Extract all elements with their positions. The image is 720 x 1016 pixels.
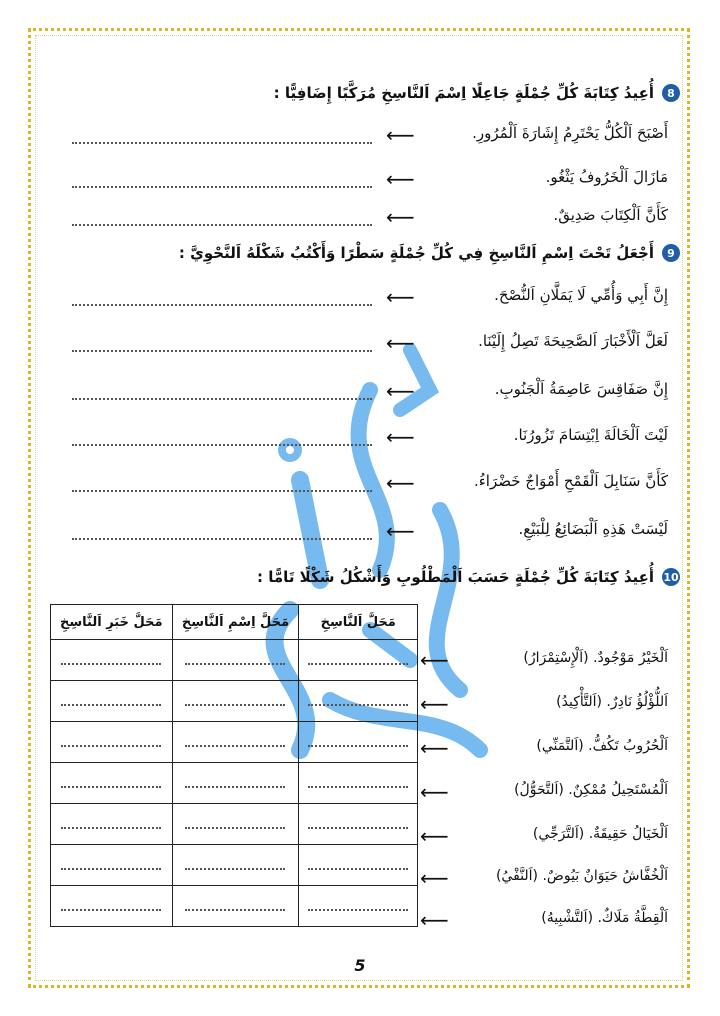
q10-sentence: اَلْخَيَالُ حَقِيقَةٌ. (اَلتَّرَجِّي) [532,826,668,842]
arrow-icon: ⟵ [420,648,449,672]
question-8-number: 8 [662,84,680,102]
answer-cell[interactable] [51,763,173,804]
q10-sentence: اَلْخَيْرُ مَوْجُودٌ. (اَلْإِسْتِمْرَارُ) [523,650,668,666]
answer-table [50,604,418,927]
arrow-icon: ⟵ [420,824,449,848]
arrow-icon: ⟵ [420,908,449,932]
answer-cell[interactable] [51,804,173,845]
answer-cell[interactable] [299,845,418,886]
table-row [51,722,418,763]
q10-sentence: اَلْقِطَّةُ مَلَاكٌ. (اَلتَّشْبِيهُ) [541,910,668,926]
answer-line[interactable] [72,292,372,306]
question-8-title [274,84,680,102]
table-header-row [51,605,418,640]
table-row [51,763,418,804]
q9-sentence: لَيْسَتْ هَذِهِ اَلْبَضَائِعُ لِلْبَيْعِ. [518,520,668,538]
table-row [51,886,418,927]
answer-cell[interactable] [299,763,418,804]
q10-sentence: اَلْخُفَّاشُ حَيَوَانٌ بَيُوضٌ. (اَلنَّفْيُ) [495,868,668,884]
question-9-title [179,244,680,262]
arrow-icon: ⟵ [386,379,415,403]
header-transformer: مَحَلَّ اَلنَّاسِخِ [299,605,418,640]
table-row [51,845,418,886]
q9-sentence: لَعَلَّ اَلْأَخْبَارَ اَلصَّحِيحَةَ تَصِلُ إِلَيْنَا. [478,332,668,350]
answer-cell[interactable] [172,640,299,681]
answer-line[interactable] [72,432,372,446]
answer-cell[interactable] [299,804,418,845]
answer-line[interactable] [72,212,372,226]
q8-sentence: كَأَنَّ اَلْكِتَابَ صَدِيقٌ. [553,206,668,224]
answer-line[interactable] [72,526,372,540]
answer-cell[interactable] [172,886,299,927]
arrow-icon: ⟵ [420,692,449,716]
answer-line[interactable] [72,386,372,400]
arrow-icon: ⟵ [386,167,415,191]
q8-sentence: مَازَالَ اَلْخَرُوفُ يَثْغُو. [545,168,668,186]
answer-line[interactable] [72,338,372,352]
q8-sentence: أَصْبَحَ اَلْكُلُّ يَحْتَرِمُ إِشَارَةَ اَلْمُرُورِ. [472,124,668,142]
arrow-icon: ⟵ [386,285,415,309]
arrow-icon: ⟵ [420,866,449,890]
answer-cell[interactable] [299,886,418,927]
arrow-icon: ⟵ [420,780,449,804]
question-9-number: 9 [662,244,680,262]
arrow-icon: ⟵ [420,736,449,760]
answer-cell[interactable] [172,681,299,722]
q9-sentence: لَيْتَ اَلْخَالَةَ اِبْتِسَامَ تَزُورُنَا. [513,426,668,444]
q10-sentence: اَلْحُرُوبُ تَكُفُّ. (اَلتَّمَنِّي) [536,738,668,754]
q9-sentence: كَأَنَّ سَنَابِلَ اَلْقَمْحِ أَمْوَاجٌ خَضْرَاءُ. [473,472,668,490]
question-10-text: أُعِيدُ كِتَابَةَ كُلِّ جُمْلَةٍ حَسَبَ اَلْمَطْلُوبِ وَأَشْكُلُ شَكْلًا تَامًّا : [257,568,654,586]
q10-sentence: اَلْمُسْتَحِيلُ مُمْكِنٌ. (اَلتَّحَوُّلُ) [514,782,668,798]
question-9-text: أَجْعَلُ تَحْتَ اِسْمِ اَلنَّاسِخِ فِي كُلِّ جُمْلَةٍ سَطْرًا وَأَكْتُبُ شَكْلَهُ اَلنَّحْوِيَّ : [178,244,654,262]
answer-line[interactable] [72,130,372,144]
arrow-icon: ⟵ [386,471,415,495]
question-8-text: أُعِيدُ كِتَابَةَ كُلِّ جُمْلَةٍ جَاعِلًا اِسْمَ اَلنَّاسِخِ مُرَكَّبًا إِضَافِيًّا : [273,84,654,102]
arrow-icon: ⟵ [386,425,415,449]
table-row [51,804,418,845]
question-10-title [257,568,680,586]
arrow-icon: ⟵ [386,123,415,147]
header-transformer-predicate: مَحَلَّ خَبَرِ اَلنَّاسِخِ [51,605,173,640]
answer-line[interactable] [72,478,372,492]
answer-cell[interactable] [51,845,173,886]
answer-cell[interactable] [172,845,299,886]
answer-cell[interactable] [299,681,418,722]
arrow-icon: ⟵ [386,205,415,229]
arrow-icon: ⟵ [386,331,415,355]
answer-cell[interactable] [299,640,418,681]
question-10-number: 10 [662,568,680,586]
answer-line[interactable] [72,174,372,188]
q9-sentence: إِنَّ صَفَاقِسَ عَاصِمَةُ اَلْجَنُوبِ. [494,380,668,398]
arrow-icon: ⟵ [386,519,415,543]
answer-cell[interactable] [51,886,173,927]
answer-cell[interactable] [299,722,418,763]
q9-sentence: إِنَّ أَبِي وَأُمِّي لَا يَمَلَّانِ اَلنُّصْحَ. [494,286,668,304]
answer-cell[interactable] [172,722,299,763]
answer-cell[interactable] [51,681,173,722]
table-row [51,681,418,722]
answer-cell[interactable] [172,804,299,845]
table-row [51,640,418,681]
answer-cell[interactable] [172,763,299,804]
answer-cell[interactable] [51,640,173,681]
answer-cell[interactable] [51,722,173,763]
q10-sentence: اَللُّؤْلُؤُ نَادِرٌ. (اَلتَّأْكِيدُ) [556,694,668,710]
page-number: 5 [354,956,366,975]
header-transformer-subject: مَحَلَّ اِسْمِ اَلنَّاسِخِ [172,605,299,640]
